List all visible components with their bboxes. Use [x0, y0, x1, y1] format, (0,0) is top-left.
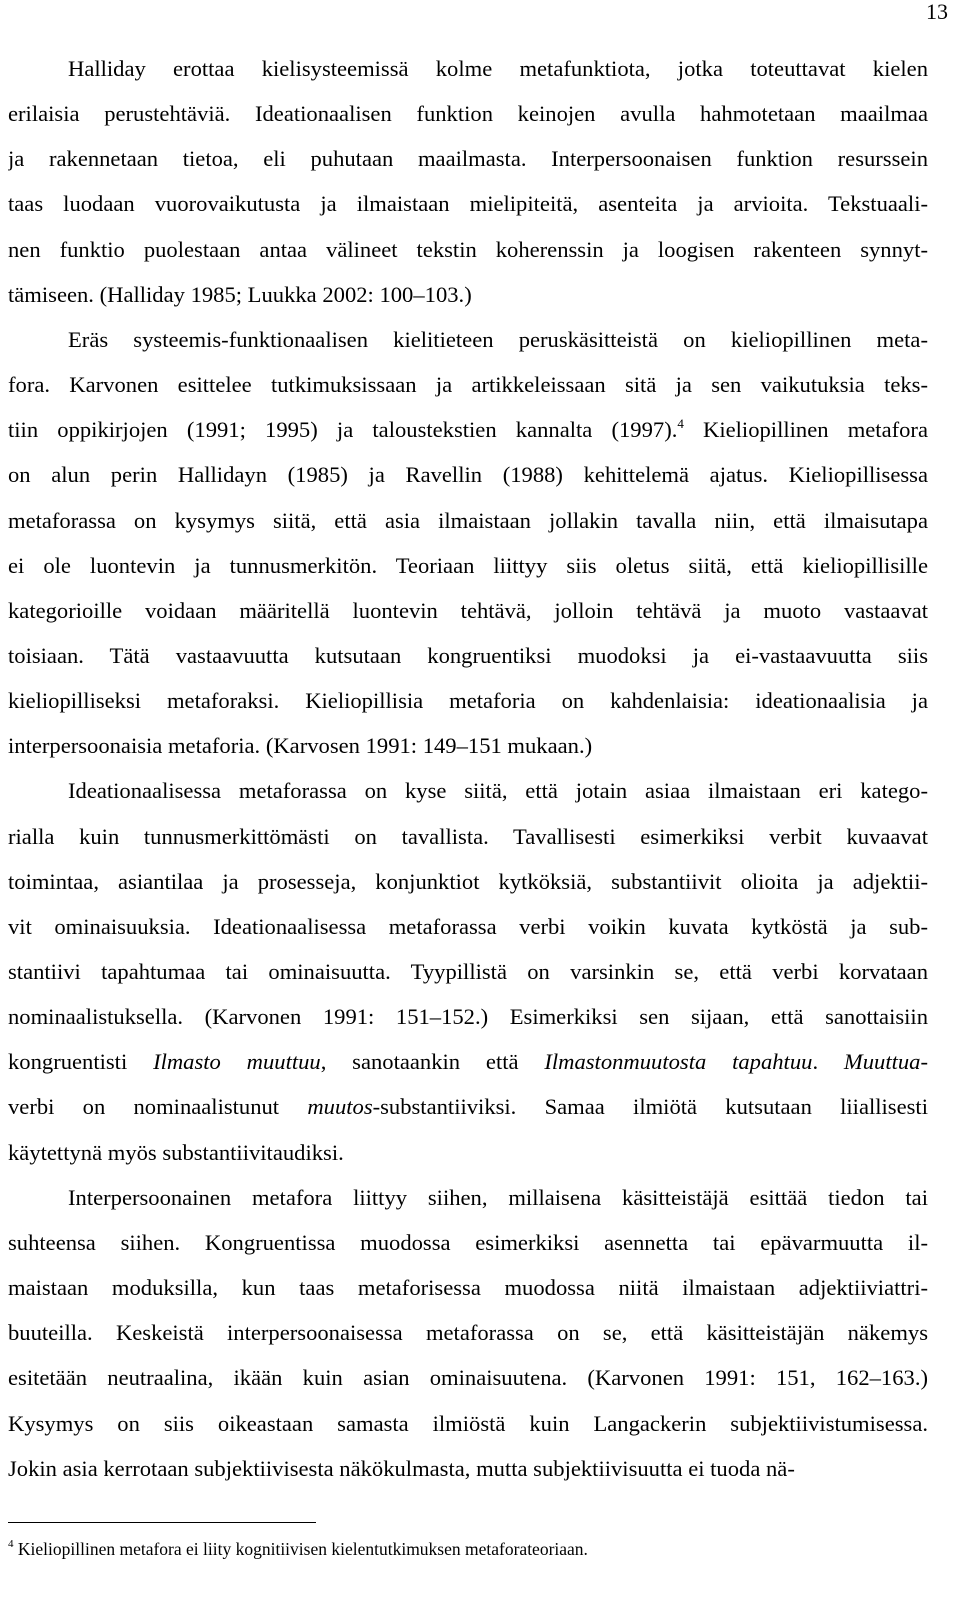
line-text: erilaisia perustehtäviä. Ideationaalisen funktion keinojen avulla hahmotetaan maailmaa: [8, 101, 928, 127]
line-text: verbi on nominaalistunut: [8, 1094, 308, 1120]
line-text: toimintaa, asiantilaa ja prosesseja, konjunktiot kytköksiä, substantiivit olioita ja adjektii-: [8, 868, 928, 894]
footnote: [8, 1539, 588, 1560]
line-text: kieliopilliseksi metaforaksi. Kieliopillisia metaforia on kahdenlaisia: ideationaalisia ja: [8, 688, 928, 714]
text-line: [8, 1411, 928, 1439]
text-line: [8, 1365, 928, 1393]
line-text: , sanotaankin että: [320, 1049, 545, 1075]
line-text: maistaan moduksilla, kun taas metaforisessa muodossa niitä ilmaistaan adjektiiviattri-: [8, 1275, 928, 1301]
line-text: Kysymys on siis oikeastaan samasta ilmiöstä kuin Langackerin subjektiivistumisessa.: [8, 1410, 928, 1436]
text-line: [8, 824, 928, 852]
line-text: toisiaan. Tätä vastaavuutta kutsutaan kongruentiksi muodoksi ja ei-vastaavuutta siis: [8, 642, 928, 668]
line-text: Ideationaalisessa metaforassa on kyse siitä, että jotain asiaa ilmaistaan eri katego-: [68, 778, 928, 804]
line-text: nen funktio puolestaan antaa välineet tekstin koherenssin ja loogisen rakenteen synnyt-: [8, 236, 928, 262]
line-text: suhteensa siihen. Kongruentissa muodossa esimerkiksi asennetta tai epävarmuutta il-: [8, 1229, 928, 1255]
line-text: nominaalistuksella. (Karvonen 1991: 151–152.) Esimerkiksi sen sijaan, että sanottaisiin: [8, 1004, 928, 1030]
text-line: [8, 1230, 928, 1258]
text-line: [8, 869, 928, 897]
footnote-rule: [8, 1522, 316, 1523]
line-text: on alun perin Hallidayn (1985) ja Ravellin (1988) kehittelemä ajatus. Kieliopillisessa: [8, 462, 928, 488]
text-line: [8, 1049, 928, 1077]
text-line: [8, 553, 928, 581]
line-text: interpersoonaisia metaforia. (Karvosen 1991: 149–151 mukaan.): [8, 733, 593, 759]
italic-term: Ilmasto muuttuu: [153, 1049, 321, 1075]
text-line: [8, 1094, 928, 1122]
text-line: [68, 778, 928, 806]
line-text: -: [920, 1049, 928, 1075]
text-line: [68, 1185, 928, 1213]
line-text: buuteilla. Keskeistä interpersoonaisessa metaforassa on se, että käsitteistäjän näkemys: [8, 1320, 928, 1346]
line-text: metaforassa on kysymys siitä, että asia ilmaistaan jollakin tavalla niin, että ilmaisutapa: [8, 507, 928, 533]
text-line: [8, 101, 928, 129]
text-line: [8, 146, 928, 174]
text-line: [8, 462, 928, 490]
line-text: ei ole luontevin ja tunnusmerkitön. Teoriaan liittyy siis oletus siitä, että kieliopillisille: [8, 552, 928, 578]
line-text: .: [812, 1049, 844, 1075]
line-text: käytettynä myös substantiivitaudiksi.: [8, 1139, 344, 1165]
text-line: [8, 191, 928, 219]
footnote-text: Kieliopillinen metafora ei liity kognitiivisen kielentutkimuksen metaforateoriaan.: [17, 1539, 588, 1559]
footnote-ref: 4: [677, 417, 684, 432]
text-line: [8, 1275, 928, 1303]
line-text: kategorioille voidaan määritellä luontevin tehtävä, jolloin tehtävä ja muoto vastaavat: [8, 597, 928, 623]
line-text: esitetään neutraalina, ikään kuin asian ominaisuutena. (Karvonen 1991: 151, 162–163.): [8, 1365, 928, 1391]
line-text: Eräs systeemis-funktionaalisen kielitieteen peruskäsitteistä on kieliopillinen meta-: [68, 326, 928, 352]
text-line: [8, 643, 928, 671]
text-line: [8, 237, 928, 265]
line-text: tiin oppikirjojen (1991; 1995) ja taloustekstien kannalta (1997).: [8, 417, 678, 443]
text-line: [8, 733, 592, 759]
line-text: fora. Karvonen esittelee tutkimuksissaan ja artikkeleissaan sitä ja sen vaikutuksia teks-: [8, 372, 928, 398]
text-line: [8, 1320, 928, 1348]
italic-term: Ilmastonmuutosta tapahtuu: [544, 1049, 813, 1075]
text-line: [8, 1456, 795, 1482]
page-number: 13: [926, 0, 948, 24]
italic-term: muutos: [307, 1094, 373, 1120]
line-text: taas luodaan vuorovaikutusta ja ilmaistaan mielipiteitä, asenteita ja arvioita. Tekstuaali-: [8, 191, 928, 217]
text-line: [8, 372, 928, 400]
text-line: [8, 282, 472, 308]
text-line: [8, 914, 928, 942]
line-text: Kieliopillinen metafora: [683, 417, 928, 443]
text-line: [68, 327, 928, 355]
text-line: [8, 959, 928, 987]
line-text: stantiivi tapahtumaa tai ominaisuutta. Tyypillistä on varsinkin se, että verbi korvataan: [8, 959, 928, 984]
line-text: -substantiiviksi. Samaa ilmiötä kutsutaan liiallisesti: [372, 1094, 928, 1120]
text-line: [8, 688, 928, 716]
line-text: Halliday erottaa kielisysteemissä kolme metafunktiota, jotka toteuttavat kielen: [68, 56, 928, 81]
line-text: tämiseen. (Halliday 1985; Luukka 2002: 100–103.): [8, 281, 472, 307]
footnote-marker: 4: [8, 1538, 14, 1550]
line-text: Interpersoonainen metafora liittyy siihen, millaisena käsitteistäjä esittää tiedon tai: [68, 1184, 928, 1210]
text-line: [8, 508, 928, 536]
line-text: Jokin asia kerrotaan subjektiivisesta näkökulmasta, mutta subjektiivisuutta ei tuoda nä-: [8, 1455, 795, 1481]
text-line: [8, 598, 928, 626]
line-text: vit ominaisuuksia. Ideationaalisessa metaforassa verbi voikin kuvata kytköstä ja sub-: [8, 913, 928, 939]
line-text: rialla kuin tunnusmerkittömästi on tavallista. Tavallisesti esimerkiksi verbit kuvaavat: [8, 823, 928, 849]
text-line: [68, 56, 928, 84]
italic-term: Muuttua: [843, 1049, 921, 1075]
text-line: [8, 1004, 928, 1032]
text-line: [8, 1140, 344, 1166]
line-text: ja rakennetaan tietoa, eli puhutaan maailmasta. Interpersoonaisen funktion resurssein: [8, 146, 928, 172]
text-line: [8, 417, 928, 445]
line-text: kongruentisti: [8, 1049, 154, 1075]
